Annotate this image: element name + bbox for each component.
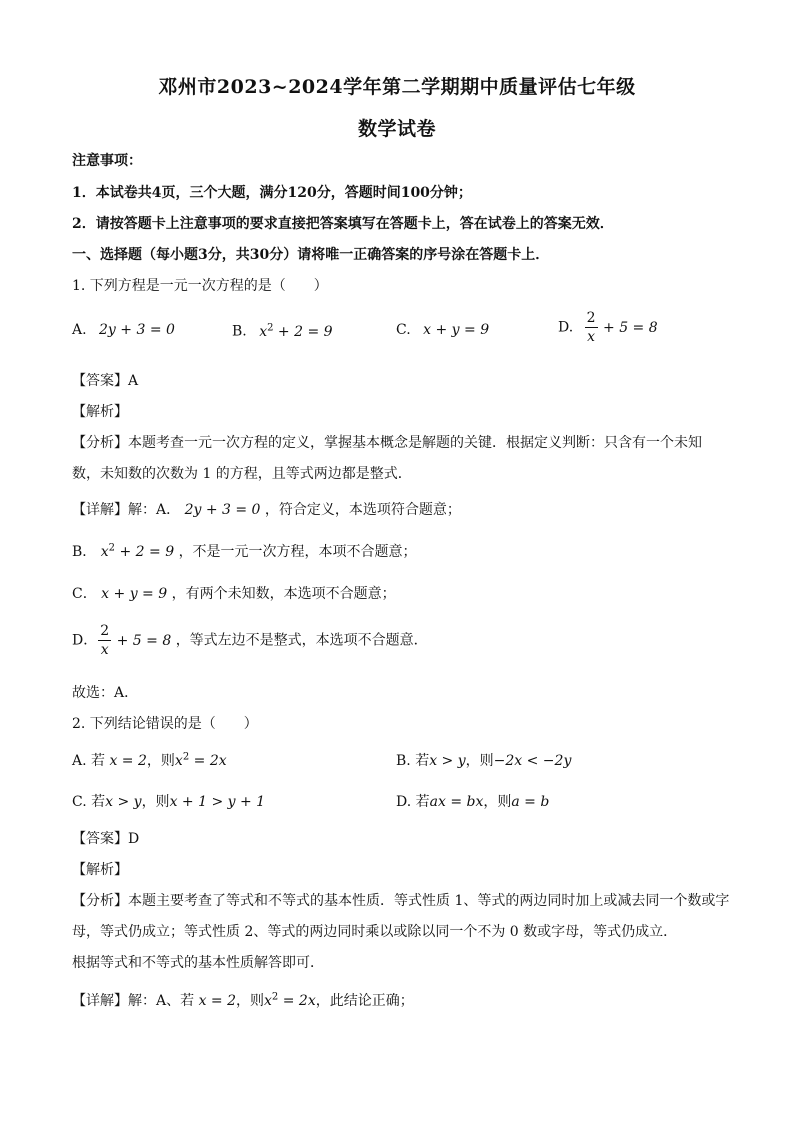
q2-option-c: C. 若x > y，则x + 1 > y + 1: [72, 794, 266, 810]
q1-detail-d: D． $\frac{2}{x}$ + 5 = 8 ，等式左边不是整式，本选项不合题意．: [72, 623, 428, 658]
q1-option-d: D. $\frac{2}{x}$ + 5 = 8: [558, 310, 658, 345]
detail-prefix: B．: [72, 544, 97, 560]
q1-answer: 【答案】A: [72, 373, 139, 389]
option-prefix: B. 若: [396, 753, 430, 769]
q1-detail-b: B． $x^2 + 2 = 9$ ，不是一元一次方程，本项不合题意；: [72, 542, 417, 560]
option-letter: C.: [396, 322, 411, 338]
detail-suffix: ，有两个未知数，本选项不合题意；: [171, 586, 396, 602]
option-mid: ，则: [141, 794, 170, 810]
notes-item-1: 1．本试卷共4页，三个大题，满分120分，答题时间100分钟；: [72, 185, 472, 201]
q2-answer: 【答案】D: [72, 831, 140, 847]
notes-heading: 注意事项：: [72, 153, 142, 169]
detail-suffix: ，此结论正确；: [315, 993, 414, 1009]
option-mid: ，则: [146, 753, 175, 769]
q2-detail-a: 【详解】解：A、若 x = 2，则$x^2 = 2x$，此结论正确；: [72, 991, 414, 1009]
notes-item-2: 2．请按答题卡上注意事项的要求直接把答案填写在答题卡上，答在试卷上的答案无效．: [72, 216, 614, 232]
detail-suffix: ，不是一元一次方程，本项不合题意；: [178, 544, 417, 560]
question-2-stem: 2. 下列结论错误的是（ ）: [72, 716, 258, 732]
page-title: 邓州市2023~2024学年第二学期期中质量评估七年级: [158, 76, 636, 98]
q2-option-a: A. 若 x = 2，则$x^2 = 2x$: [72, 751, 227, 769]
detail-prefix: D．: [72, 632, 98, 649]
q2-fenxi-line-1: 【分析】本题主要考查了等式和不等式的基本性质．等式性质 1、等式的两边同时加上或减去同一个数或字: [72, 893, 730, 909]
q1-detail-c: C． x + y = 9 ，有两个未知数，本选项不合题意；: [72, 586, 396, 602]
detail-prefix: C．: [72, 586, 97, 602]
q2-fenxi-line-2: 母，等式仍成立；等式性质 2、等式的两边同时乘以或除以同一个不为 0 数或字母，等式仍成立．: [72, 924, 678, 940]
detail-mid: ，则: [236, 993, 265, 1009]
detail-prefix: 【详解】解：A、若: [72, 993, 195, 1009]
q1-option-a: A. 2y + 3 = 0: [72, 322, 175, 338]
question-1-stem: 1. 下列方程是一元一次方程的是（ ）: [72, 278, 328, 294]
q1-fenxi-line-1: 【分析】本题考查一元一次方程的定义，掌握基本概念是解题的关键．根据定义判断：只含有一个未知: [72, 435, 702, 451]
option-letter: A.: [72, 322, 87, 338]
q2-option-d: D. 若ax = bx，则a = b: [396, 794, 550, 810]
option-letter: B.: [232, 323, 247, 340]
option-letter: D.: [558, 319, 574, 336]
option-prefix: C. 若: [72, 794, 106, 810]
page-subtitle: 数学试卷: [357, 118, 436, 140]
option-prefix: D. 若: [396, 794, 430, 810]
section-heading: 一、选择题（每小题3分，共30分）请将唯一正确答案的序号涂在答题卡上．: [72, 247, 550, 263]
q1-option-c: C. x + y = 9: [396, 322, 490, 338]
q1-choose: 故选：A．: [72, 685, 139, 701]
q1-fenxi-line-2: 数，未知数的次数为 1 的方程，且等式两边都是整式．: [72, 466, 412, 482]
q1-detail-a: 【详解】解：A． 2y + 3 = 0 ，符合定义，本选项符合题意；: [72, 502, 461, 518]
option-mid: ，则: [483, 794, 512, 810]
option-prefix: A. 若: [72, 753, 106, 769]
detail-suffix: ，符合定义，本选项符合题意；: [264, 502, 461, 518]
q2-analysis-label: 【解析】: [72, 862, 128, 878]
q2-option-b: B. 若x > y，则−2x < −2y: [396, 753, 572, 769]
q1-analysis-label: 【解析】: [72, 404, 128, 420]
q2-fenxi-line-3: 根据等式和不等式的基本性质解答即可．: [72, 955, 324, 971]
detail-prefix: 【详解】解：A．: [72, 502, 181, 518]
option-mid: ，则: [465, 753, 494, 769]
q1-option-b: B. $x^2 + 2 = 9$: [232, 322, 333, 340]
detail-suffix: ，等式左边不是整式，本选项不合题意．: [175, 632, 428, 649]
